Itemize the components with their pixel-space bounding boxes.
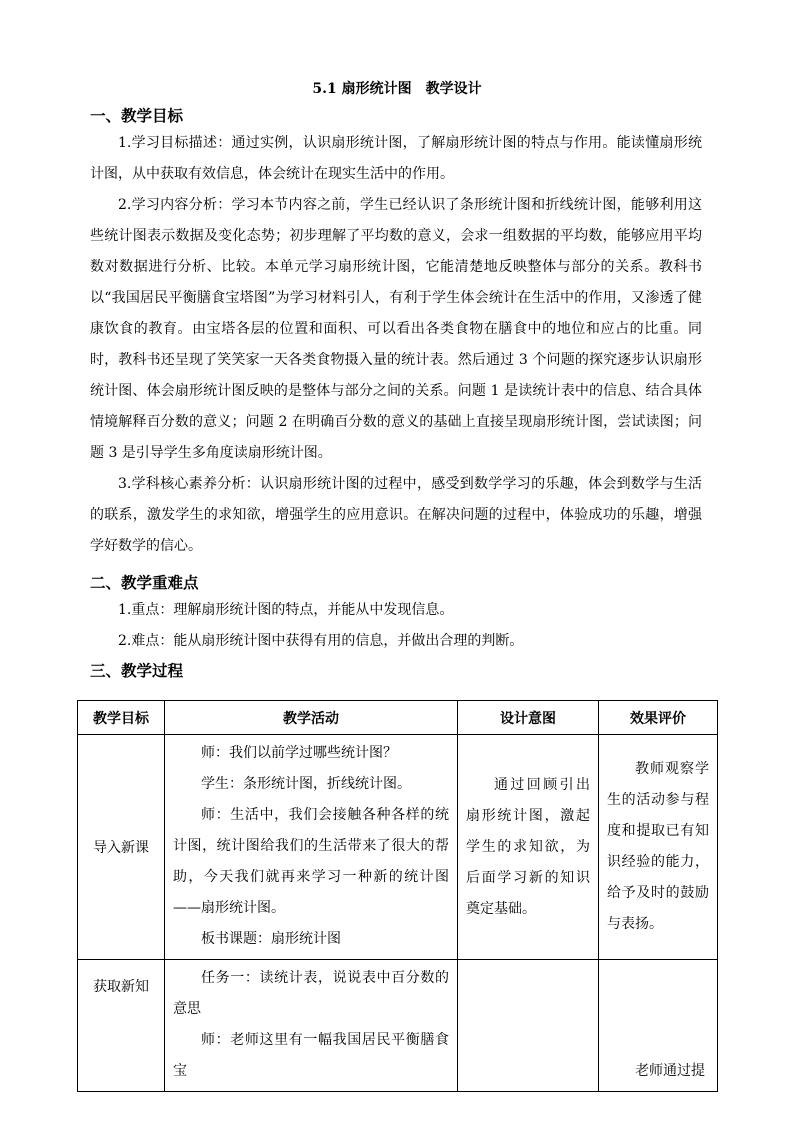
evaluation-text: 教师观察学生的活动参与程度和提取已有知识经验的能力，给予及时的鼓励与表扬。 bbox=[607, 761, 709, 932]
row-evaluation bbox=[599, 735, 718, 960]
evaluation-text: 老师通过提 bbox=[635, 1063, 705, 1079]
table-row bbox=[78, 735, 718, 960]
goal-paragraph-3: 3.学科核心素养分析：认识扇形统计图的过程中，感受到数学学习的乐趣，体会到数学与生活的联系，激发学生的求知欲，增强学生的应用意识。在解决问题的过程中，体验成功的乐趣，增强学好数学的信心。 bbox=[90, 476, 702, 554]
row-evaluation bbox=[599, 960, 718, 1092]
section-heading-goals: 一、教学目标 bbox=[90, 107, 184, 125]
row-activities bbox=[165, 960, 458, 1092]
section-heading-key-points: 二、教学重难点 bbox=[90, 574, 199, 592]
header-goal: 教学目标 bbox=[78, 701, 165, 735]
activity-line: 学生：条形统计图，折线统计图。 bbox=[201, 776, 411, 792]
activity-line: 师：我们以前学过哪些统计图？ bbox=[201, 745, 397, 761]
activity-line: 师：老师这里有一幅我国居民平衡膳食宝 bbox=[173, 1032, 449, 1079]
row-intent bbox=[458, 735, 599, 960]
activity-line: 板书课题：扇形统计图 bbox=[201, 931, 341, 947]
activity-line: 任务一：读统计表，说说表中百分数的意思 bbox=[173, 970, 449, 1017]
goal-paragraph-1: 1.学习目标描述：通过实例，认识扇形统计图，了解扇形统计图的特点与作用。能读懂扇形统计图，从中获取有效信息，体会统计在现实生活中的作用。 bbox=[90, 135, 702, 182]
row-goal-label: 获取新知 bbox=[93, 979, 149, 995]
table-header-row bbox=[78, 701, 718, 735]
key-point-paragraph: 1.重点：理解扇形统计图的特点，并能从中发现信息。 bbox=[118, 602, 454, 618]
row-activities bbox=[165, 735, 458, 960]
row-goal bbox=[78, 960, 165, 1092]
header-intent: 设计意图 bbox=[458, 701, 599, 735]
header-evaluation: 效果评价 bbox=[599, 701, 718, 735]
intent-text: 通过回顾引出扇形统计图，激起学生的求知欲，为后面学习新的知识奠定基础。 bbox=[466, 776, 590, 917]
activity-line: 师：生活中，我们会接触各种各样的统计图，统计图给我们的生活带来了很大的帮助，今天我们就再来学习一种新的统计图——扇形统计图。 bbox=[173, 807, 449, 916]
document-title: 5.1 扇形统计图 教学设计 bbox=[312, 81, 482, 97]
difficulty-paragraph: 2.难点：能从扇形统计图中获得有用的信息，并做出合理的判断。 bbox=[118, 633, 524, 649]
row-intent bbox=[458, 960, 599, 1092]
table-row bbox=[78, 960, 718, 1092]
row-goal: 导入新课 bbox=[78, 735, 165, 960]
section-heading-process: 三、教学过程 bbox=[90, 662, 184, 680]
header-activity: 教学活动 bbox=[165, 701, 458, 735]
teaching-process-table bbox=[77, 700, 718, 1092]
goal-paragraph-2: 2.学习内容分析：学习本节内容之前，学生已经认识了条形统计图和折线统计图，能够利用这些统计图表示数据及变化态势；初步理解了平均数的意义，会求一组数据的平均数，能够应用平均数对数据进行分析、比较。本单元学习扇形统计图，它能清楚地反映整体与部分的关系。教科书以“我国居民平衡膳食宝塔图”为学习材料引人，有利于学生体会统计在生活中的作用，又渗透了健康饮食的教育。由宝塔各层的位置和面积、可以看出各类食物在膳食中的地位和应占的比重。同时，教科书还呈现了笑笑家一天各类食物摄入量的统计表。然后通过 3 个问题的探究逐步认识扇形统计图、体会扇形统计图反映的是整体与部分之间的关系。问题 1 是读统计表中的信息、结合具体情境解释百分数的意义；问题 2 在明确百分数的意义的基础上直接呈现扇形统计图，尝试读图；问题 3 是引导学生多角度读扇形统计图。 bbox=[90, 197, 702, 461]
